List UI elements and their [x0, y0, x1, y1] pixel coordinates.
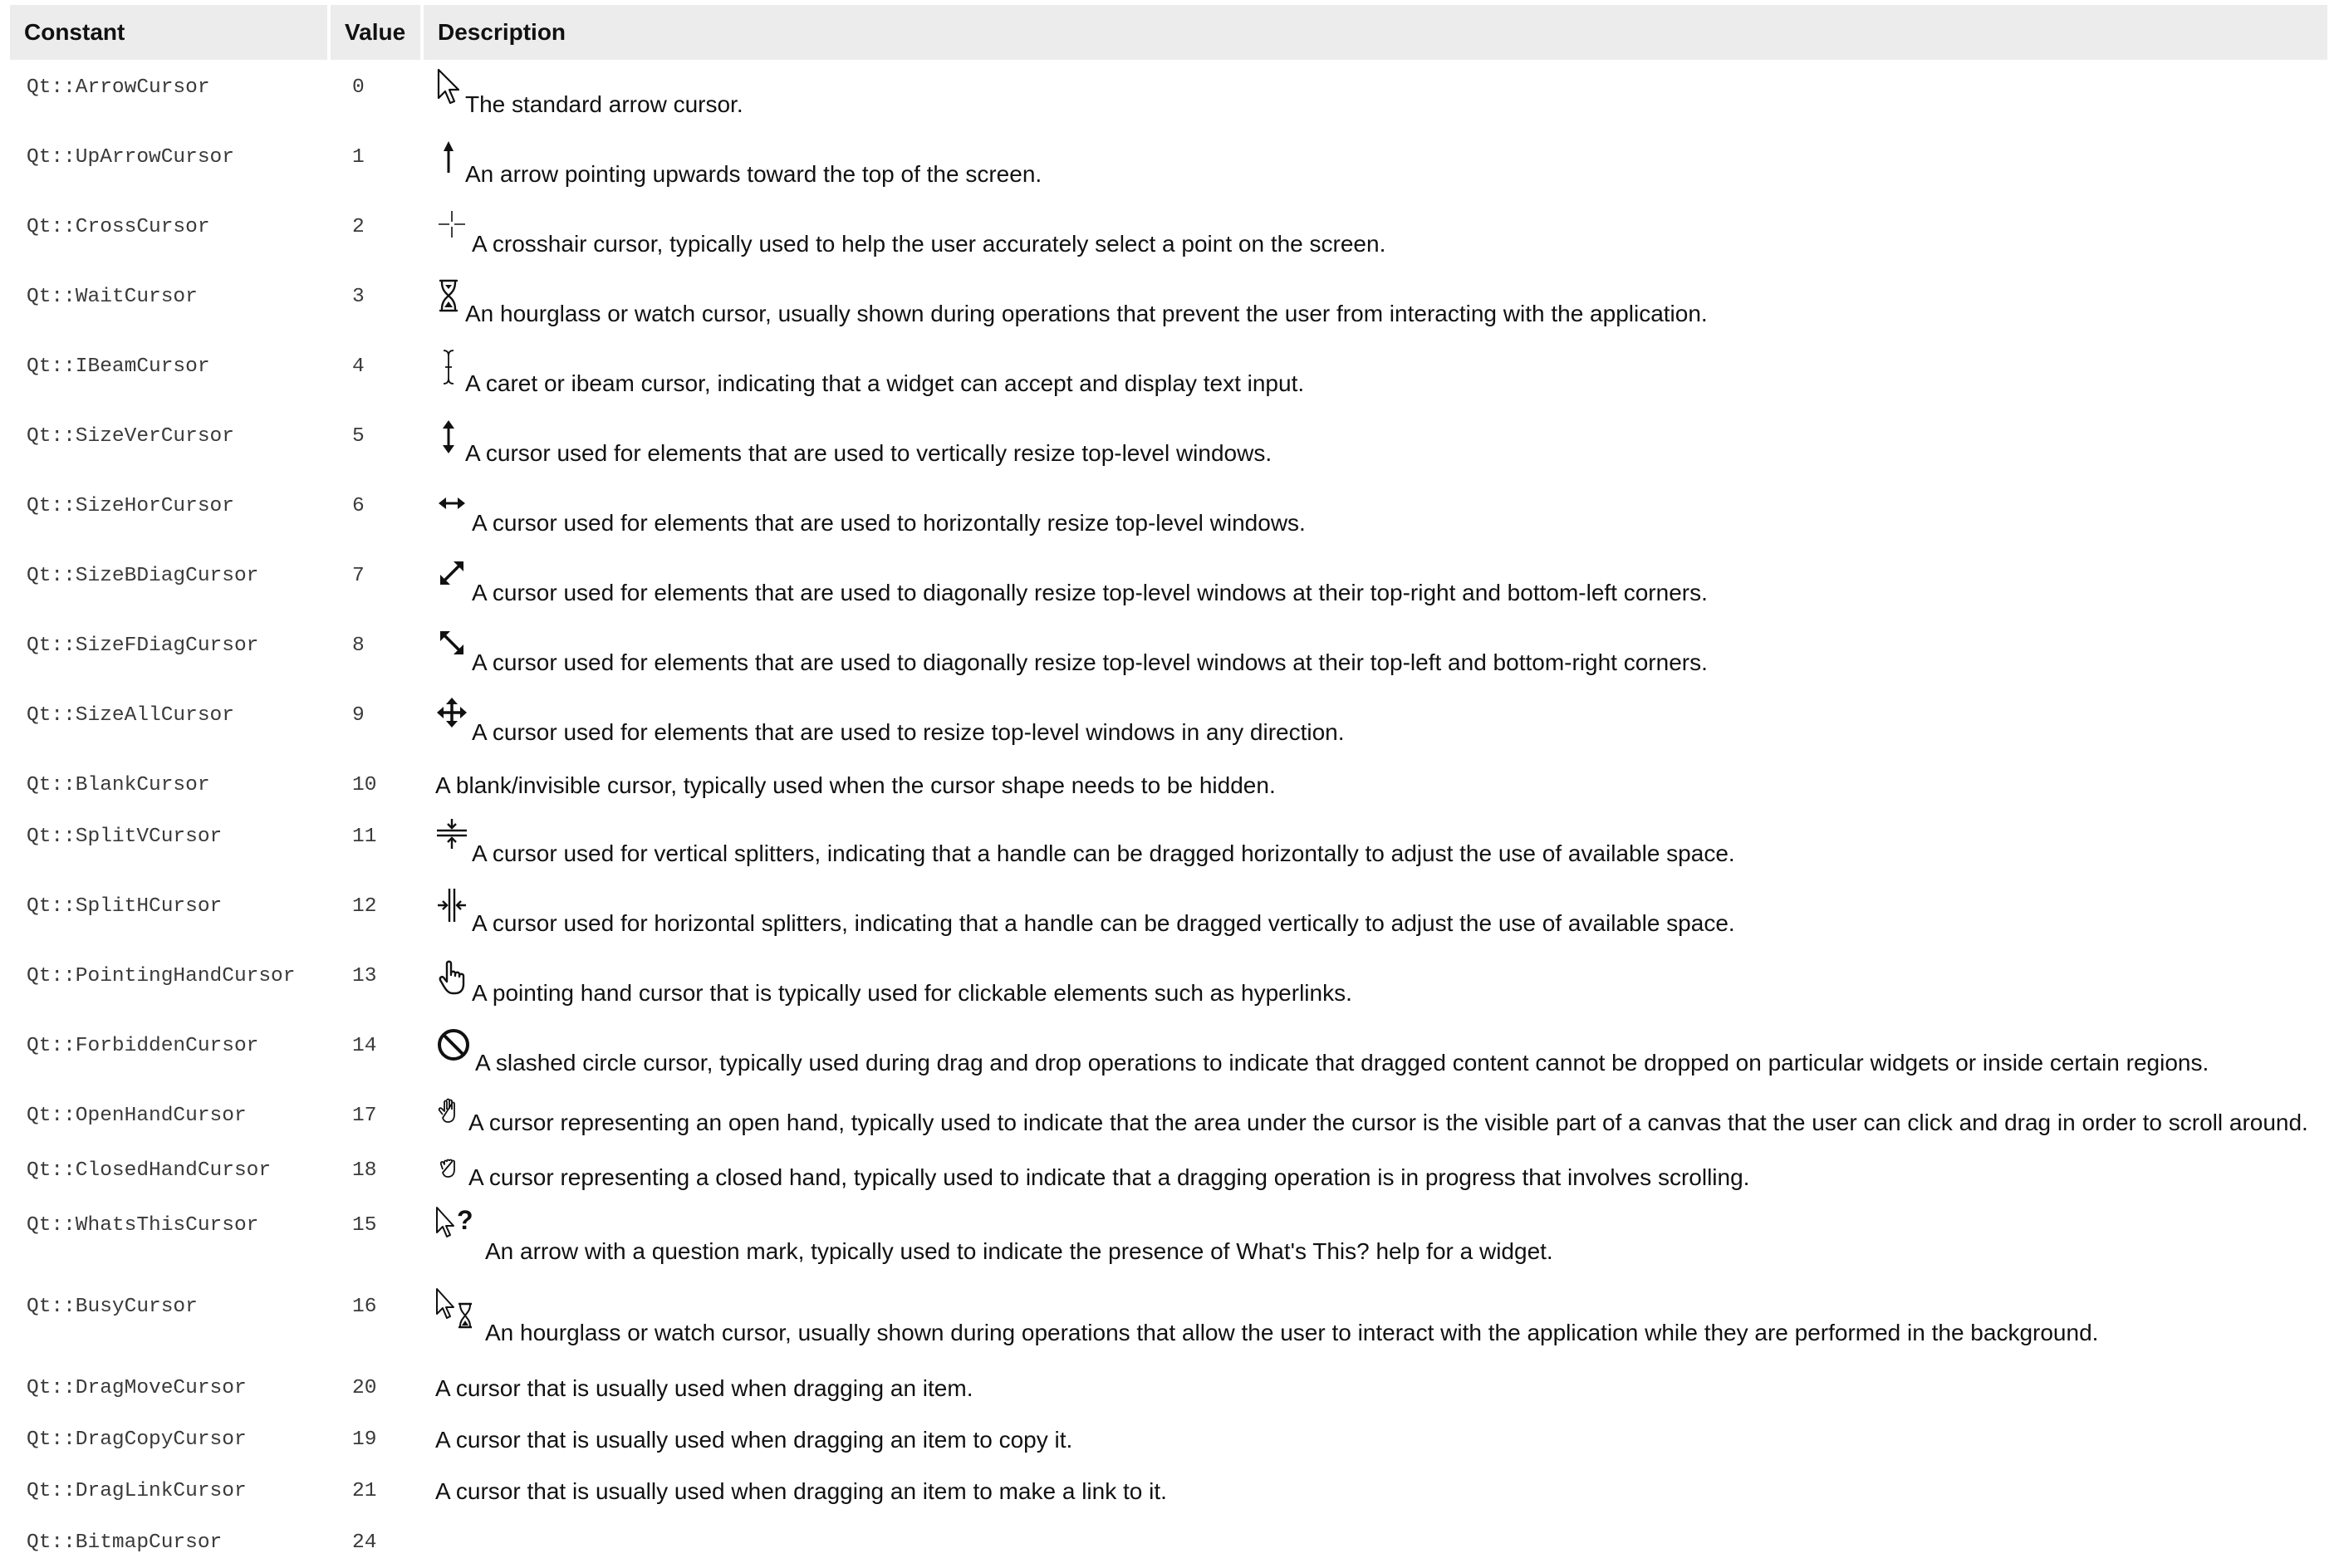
pointing-hand-cursor-icon: [435, 957, 468, 997]
constant-cell: Qt::ArrowCursor: [27, 76, 210, 99]
busy-cursor-icon: [435, 1287, 482, 1334]
value-cell: 1: [352, 146, 365, 169]
description-text: An arrow with a question mark, typically used to indicate the presence of What's This? help for a widget.: [485, 1238, 1553, 1264]
description-text: A cursor used for elements that are used to horizontally resize top-level windows.: [472, 510, 1306, 536]
table-row: [10, 478, 2327, 548]
value-cell: 6: [352, 495, 365, 517]
table-row: [10, 1143, 2327, 1198]
value-cell: 17: [352, 1105, 377, 1127]
table-row: [10, 548, 2327, 618]
value-cell: 4: [352, 355, 365, 378]
description-cell: [422, 1143, 2327, 1198]
column-header-value: Value: [329, 5, 422, 60]
description-content: [435, 60, 2327, 116]
description-content: [435, 1143, 2327, 1189]
open-hand-cursor-icon: [435, 1096, 465, 1126]
constant-cell: Qt::ClosedHandCursor: [27, 1159, 272, 1182]
closed-hand-cursor-icon: [435, 1151, 465, 1181]
description-cell: [422, 1088, 2327, 1143]
description-text: A crosshair cursor, typically used to help the user accurately select a point on the screen.: [472, 231, 1386, 257]
description-text: The standard arrow cursor.: [465, 91, 743, 117]
constant-cell: Qt::SplitHCursor: [27, 895, 223, 918]
value-cell: 19: [352, 1428, 377, 1451]
table-row: [10, 757, 2327, 809]
constant-cell: Qt::BitmapCursor: [27, 1531, 223, 1554]
description-text: A pointing hand cursor that is typically used for clickable elements such as hyperlinks.: [472, 980, 1352, 1006]
split-h-cursor-icon: [435, 887, 468, 924]
constant-cell: Qt::IBeamCursor: [27, 355, 210, 378]
description-cell: [422, 1515, 2327, 1566]
constant-cell: Qt::SplitVCursor: [27, 826, 223, 848]
description-cell: [422, 548, 2327, 618]
description-text: A cursor that is usually used when dragging an item.: [435, 1375, 973, 1401]
description-content: [435, 1377, 2327, 1400]
value-cell: 7: [352, 565, 365, 587]
cursor-shape-table: [10, 5, 2327, 1566]
constant-cell: Qt::SizeFDiagCursor: [27, 635, 259, 657]
description-cell: [422, 199, 2327, 269]
table-row: [10, 60, 2327, 130]
constant-cell: Qt::SizeVerCursor: [27, 425, 234, 448]
constant-cell: Qt::WhatsThisCursor: [27, 1214, 259, 1237]
description-text: A cursor used for elements that are used to diagonally resize top-level windows at their top-right and bottom-left corners.: [472, 580, 1708, 605]
hourglass-cursor-icon: [435, 277, 462, 317]
description-cell: [422, 688, 2327, 757]
description-text: A cursor that is usually used when dragging an item to make a link to it.: [435, 1478, 1167, 1504]
description-cell: [422, 339, 2327, 409]
whats-this-cursor-icon: [435, 1206, 482, 1252]
table-row: [10, 688, 2327, 757]
table-row: [10, 1412, 2327, 1463]
table-row: [10, 1088, 2327, 1143]
header-row: [10, 5, 2327, 60]
value-cell: 20: [352, 1377, 377, 1399]
description-cell: [422, 1412, 2327, 1463]
description-text: A blank/invisible cursor, typically used when the cursor shape needs to be hidden.: [435, 772, 1276, 798]
table-body: [10, 60, 2327, 1566]
value-cell: 0: [352, 76, 365, 99]
value-cell: 2: [352, 216, 365, 238]
forbidden-cursor-icon: [435, 1027, 472, 1063]
description-content: [435, 618, 2327, 674]
description-text: An hourglass or watch cursor, usually shown during operations that prevent the user from interacting with the application.: [465, 301, 1708, 326]
arrow-cursor-icon: [435, 68, 462, 108]
value-cell: 12: [352, 895, 377, 918]
description-content: [435, 809, 2327, 865]
svg-text:?: ?: [457, 1206, 473, 1235]
value-cell: 14: [352, 1035, 377, 1057]
table-row: [10, 1018, 2327, 1088]
description-text: A caret or ibeam cursor, indicating that a widget can accept and display text input.: [465, 370, 1305, 396]
value-cell: 18: [352, 1159, 377, 1182]
description-text: A cursor that is usually used when dragging an item to copy it.: [435, 1427, 1073, 1453]
description-content: [435, 1428, 2327, 1452]
constant-cell: Qt::SizeHorCursor: [27, 495, 234, 517]
value-cell: 10: [352, 774, 377, 796]
up-arrow-cursor-icon: [435, 138, 462, 178]
description-content: [435, 1088, 2327, 1134]
description-text: A cursor used for elements that are used to resize top-level windows in any direction.: [472, 719, 1345, 745]
description-content: [435, 478, 2327, 535]
constant-cell: Qt::PointingHandCursor: [27, 965, 296, 987]
description-cell: [422, 130, 2327, 199]
description-content: [435, 339, 2327, 395]
constant-cell: Qt::CrossCursor: [27, 216, 210, 238]
description-cell: [422, 478, 2327, 548]
constant-cell: Qt::DragMoveCursor: [27, 1377, 247, 1399]
description-cell: [422, 1198, 2327, 1279]
constant-cell: Qt::DragLinkCursor: [27, 1480, 247, 1502]
value-cell: 16: [352, 1296, 377, 1318]
description-content: [435, 409, 2327, 465]
value-cell: 13: [352, 965, 377, 987]
description-content: [435, 130, 2327, 186]
value-cell: 24: [352, 1531, 377, 1554]
value-cell: 15: [352, 1214, 377, 1237]
description-text: An hourglass or watch cursor, usually shown during operations that allow the user to interact with the application while they are performed in the background.: [485, 1320, 2099, 1345]
size-vertical-cursor-icon: [435, 417, 462, 457]
description-content: [435, 688, 2327, 744]
value-cell: 3: [352, 286, 365, 308]
constant-cell: Qt::ForbiddenCursor: [27, 1035, 259, 1057]
table-row: [10, 130, 2327, 199]
table-row: [10, 199, 2327, 269]
split-v-cursor-icon: [435, 817, 468, 854]
constant-cell: Qt::WaitCursor: [27, 286, 198, 308]
size-fdiag-cursor-icon: [435, 626, 468, 659]
constant-cell: Qt::SizeAllCursor: [27, 704, 234, 727]
table-row: [10, 1198, 2327, 1279]
description-text: A cursor used for elements that are used to diagonally resize top-level windows at their top-left and bottom-right corners.: [472, 649, 1708, 675]
constant-cell: Qt::BusyCursor: [27, 1296, 198, 1318]
table-row: [10, 1360, 2327, 1412]
description-cell: [422, 757, 2327, 809]
description-content: [435, 948, 2327, 1005]
description-content: [435, 879, 2327, 935]
constant-cell: Qt::OpenHandCursor: [27, 1105, 247, 1127]
description-content: [435, 1018, 2327, 1075]
description-content: [435, 548, 2327, 605]
table-row: [10, 409, 2327, 478]
table-row: [10, 1515, 2327, 1566]
table-row: [10, 879, 2327, 948]
description-content: [435, 774, 2327, 797]
table-row: [10, 1279, 2327, 1360]
description-cell: [422, 879, 2327, 948]
table-row: [10, 339, 2327, 409]
description-content: [435, 269, 2327, 326]
column-header-constant: Constant: [10, 5, 329, 60]
description-cell: [422, 948, 2327, 1018]
description-cell: [422, 60, 2327, 130]
table-row: [10, 1463, 2327, 1515]
size-horizontal-cursor-icon: [435, 487, 468, 520]
value-cell: 11: [352, 826, 377, 848]
ibeam-cursor-icon: [435, 347, 462, 387]
table-row: [10, 269, 2327, 339]
description-content: [435, 1279, 2327, 1345]
table-header: [10, 5, 2327, 60]
description-text: A cursor representing an open hand, typically used to indicate that the area under the cursor is the visible part of a canvas that the user can click and drag in order to scroll around.: [468, 1110, 2308, 1135]
table-row: [10, 618, 2327, 688]
description-cell: [422, 1279, 2327, 1360]
value-cell: 9: [352, 704, 365, 727]
value-cell: 8: [352, 635, 365, 657]
constant-cell: Qt::SizeBDiagCursor: [27, 565, 259, 587]
description-text: A cursor representing a closed hand, typically used to indicate that a dragging operation is in progress that involves scrolling.: [468, 1164, 1750, 1190]
constant-cell: Qt::BlankCursor: [27, 774, 210, 796]
table-row: [10, 809, 2327, 879]
size-bdiag-cursor-icon: [435, 556, 468, 590]
column-header-description: Description: [422, 5, 2327, 60]
constant-cell: Qt::UpArrowCursor: [27, 146, 234, 169]
table-row: [10, 948, 2327, 1018]
value-cell: 5: [352, 425, 365, 448]
description-text: A cursor used for vertical splitters, indicating that a handle can be dragged horizontally to adjust the use of available space.: [472, 840, 1735, 866]
description-cell: [422, 1360, 2327, 1412]
description-cell: [422, 409, 2327, 478]
description-content: [435, 199, 2327, 256]
description-text: A cursor used for horizontal splitters, indicating that a handle can be dragged vertically to adjust the use of available space.: [472, 910, 1735, 936]
description-text: A slashed circle cursor, typically used during drag and drop operations to indicate that dragged content cannot be dropped on particular widgets or inside certain regions.: [475, 1050, 2209, 1076]
description-text: An arrow pointing upwards toward the top of the screen.: [465, 161, 1042, 187]
description-cell: [422, 269, 2327, 339]
description-cell: [422, 1018, 2327, 1088]
description-text: A cursor used for elements that are used to vertically resize top-level windows.: [465, 440, 1272, 466]
description-cell: [422, 809, 2327, 879]
description-content: [435, 1198, 2327, 1263]
constant-cell: Qt::DragCopyCursor: [27, 1428, 247, 1451]
description-cell: [422, 618, 2327, 688]
description-cell: [422, 1463, 2327, 1515]
description-content: [435, 1480, 2327, 1503]
cross-cursor-icon: [435, 208, 468, 241]
size-all-cursor-icon: [435, 696, 468, 729]
value-cell: 21: [352, 1480, 377, 1502]
